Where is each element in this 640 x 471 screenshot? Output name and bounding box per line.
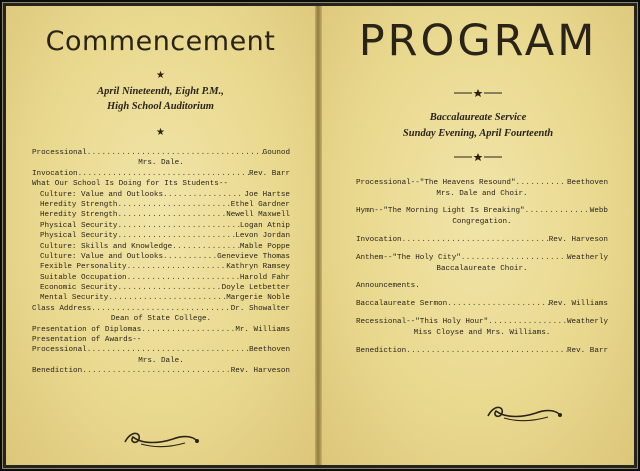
flourish-ornament bbox=[484, 402, 564, 424]
program-item-name: Harold Fahr bbox=[239, 273, 290, 282]
dot-leader bbox=[516, 178, 567, 189]
dot-leader bbox=[117, 221, 239, 231]
program-item-name: Beethoven bbox=[248, 346, 290, 355]
program-entry bbox=[356, 317, 608, 338]
program-item-label: Hymn--"The Morning Light Is Breaking" bbox=[356, 207, 525, 216]
program-row bbox=[32, 231, 290, 241]
program-row bbox=[356, 281, 608, 292]
commencement-heading: Commencement bbox=[45, 26, 276, 57]
program-item-label: Physical Security bbox=[40, 221, 118, 230]
program-row bbox=[32, 262, 290, 272]
dot-leader bbox=[525, 206, 590, 217]
dot-leader bbox=[447, 299, 549, 310]
dot-leader bbox=[402, 235, 549, 246]
program-item-name: Gounod bbox=[262, 149, 290, 157]
event-date: April Nineteenth, Eight P.M., bbox=[97, 86, 224, 97]
program-item-label: Presentation of Awards-- bbox=[32, 336, 142, 345]
program-item-name: Kathryn Ramsey bbox=[226, 263, 290, 272]
program-item-label: Invocation bbox=[32, 169, 78, 178]
program-item-name: Ethel Gardner bbox=[230, 200, 290, 209]
program-row bbox=[32, 293, 290, 303]
program-subtitle: Baccalaureate Choir. bbox=[436, 264, 528, 273]
program-item-label: Baccalaureate Sermon bbox=[356, 300, 448, 309]
program-subtitle: Mrs. Dale and Choir. bbox=[436, 190, 528, 198]
program-entry bbox=[356, 346, 608, 357]
program-item-label: Suitable Occupation bbox=[40, 273, 127, 282]
page-fold bbox=[315, 6, 322, 465]
program-entry bbox=[356, 178, 608, 199]
program-item-name: Logan Atnip bbox=[239, 221, 290, 230]
program-item-label: Benediction bbox=[32, 367, 83, 376]
program-item-name: Mr. Williams bbox=[235, 325, 290, 334]
program-item-name: Rev. Harveson bbox=[548, 235, 608, 244]
program-row bbox=[356, 206, 608, 217]
program-row bbox=[356, 235, 608, 246]
program-item-label: Announcements. bbox=[356, 282, 420, 291]
image-frame bbox=[2, 2, 638, 469]
program-subtitle: Dean of State College. bbox=[110, 315, 212, 324]
program-row bbox=[32, 169, 290, 179]
dot-leader bbox=[87, 345, 249, 355]
program-row bbox=[32, 345, 290, 355]
program-row bbox=[32, 148, 290, 158]
star-ornament: ★ bbox=[156, 70, 165, 81]
program-item-label: Mental Security bbox=[40, 294, 109, 303]
dot-leader bbox=[163, 252, 217, 262]
service-date: Sunday Evening, April Fourteenth bbox=[402, 128, 554, 139]
program-row bbox=[32, 200, 290, 210]
program-page bbox=[322, 6, 634, 465]
dot-leader bbox=[117, 283, 221, 293]
program-row bbox=[356, 299, 608, 310]
program-item-name: Rev. Barr bbox=[248, 169, 290, 178]
program-row bbox=[32, 179, 290, 189]
program-item-label: Processional bbox=[32, 346, 87, 355]
program-item-label: Culture: Value and Outlooks bbox=[40, 190, 164, 199]
dot-leader bbox=[117, 200, 230, 210]
program-row bbox=[356, 178, 608, 189]
dot-leader bbox=[108, 293, 226, 303]
program-row bbox=[32, 366, 290, 376]
event-venue: High School Auditorium bbox=[107, 101, 214, 112]
dot-leader bbox=[163, 190, 244, 200]
program-entry bbox=[356, 253, 608, 274]
dot-leader bbox=[91, 304, 231, 314]
program-subtitle: Mrs. Dale. bbox=[138, 356, 184, 365]
program-item-name: Doyle Letbetter bbox=[221, 284, 290, 293]
dot-leader bbox=[461, 253, 567, 264]
program-item-label: Heredity Strength bbox=[40, 211, 118, 220]
dot-leader bbox=[141, 325, 235, 335]
program-row bbox=[356, 253, 608, 264]
program-entry bbox=[356, 206, 608, 227]
program-subtitle: Congregation. bbox=[452, 218, 512, 227]
program-entry bbox=[356, 235, 608, 246]
commencement-page bbox=[6, 6, 315, 465]
program-item-name: Joe Hartse bbox=[244, 190, 290, 199]
dot-leader bbox=[117, 231, 235, 241]
program-item-name: Weatherly bbox=[566, 318, 608, 327]
program-row bbox=[32, 304, 290, 314]
baccalaureate-program-list bbox=[356, 178, 608, 364]
program-item-label: Fexible Personality bbox=[40, 263, 127, 272]
program-item-name: Rev. Williams bbox=[548, 300, 608, 309]
program-item-label: Invocation bbox=[356, 235, 402, 244]
program-item-name: Rev. Barr bbox=[566, 346, 608, 355]
program-item-label: Heredity Strength bbox=[40, 200, 118, 209]
program-row bbox=[32, 190, 290, 200]
program-row bbox=[32, 335, 290, 345]
program-item-name: Mable Poppe bbox=[239, 242, 290, 251]
star-ornament: ★ bbox=[156, 127, 165, 138]
service-title: Baccalaureate Service bbox=[429, 112, 527, 123]
program-item-label: Culture: Value and Outlooks bbox=[40, 252, 164, 261]
program-item-name: Levon Jordan bbox=[235, 232, 290, 241]
program-item-label: Processional bbox=[32, 149, 87, 157]
dot-leader bbox=[87, 148, 263, 158]
program-row bbox=[32, 325, 290, 335]
dot-leader bbox=[82, 366, 231, 376]
dot-leader bbox=[117, 210, 226, 220]
program-item-name: Webb bbox=[589, 207, 608, 216]
program-entry bbox=[356, 299, 608, 310]
program-item-label: Recessional--"This Holy Hour" bbox=[356, 318, 489, 327]
program-row bbox=[32, 252, 290, 262]
dot-leader bbox=[488, 317, 567, 328]
program-item-name: Genevieve Thomas bbox=[217, 252, 290, 261]
program-item-name: Margerie Noble bbox=[226, 294, 290, 303]
dot-leader bbox=[127, 262, 227, 272]
program-subtitle: Mrs. Dale. bbox=[138, 159, 184, 168]
flourish-ornament bbox=[121, 428, 201, 450]
program-heading: PROGRAM bbox=[358, 16, 598, 66]
dot-leader bbox=[406, 346, 567, 357]
program-item-label: Culture: Skills and Knowledge bbox=[40, 242, 173, 251]
program-row bbox=[32, 273, 290, 283]
program-row bbox=[356, 346, 608, 357]
program-row bbox=[32, 242, 290, 252]
program-item-label: Physical Security bbox=[40, 232, 118, 241]
program-item-label: Anthem--"The Holy City" bbox=[356, 253, 461, 262]
dot-leader bbox=[172, 242, 240, 252]
program-item-name: Newell Maxwell bbox=[226, 211, 290, 220]
program-item-label: What Our School Is Doing for Its Students-- bbox=[32, 180, 228, 189]
program-item-label: Benediction bbox=[356, 346, 407, 355]
program-item-label: Presentation of Diplomas bbox=[32, 325, 142, 334]
program-row bbox=[356, 317, 608, 328]
program-row bbox=[32, 221, 290, 231]
program-item-name: Beethoven bbox=[566, 179, 608, 187]
program-item-name: Dr. Showalter bbox=[230, 304, 290, 313]
program-row bbox=[32, 210, 290, 220]
program-item-label: Processional--"The Heavens Resound" bbox=[356, 179, 516, 187]
program-item-name: Weatherly bbox=[566, 253, 608, 262]
program-item-label: Class Address bbox=[32, 304, 92, 313]
program-item-label: Economic Security bbox=[40, 284, 118, 293]
program-item-name: Rev. Harveson bbox=[230, 367, 290, 376]
program-subtitle: Miss Cloyse and Mrs. Williams. bbox=[413, 329, 551, 338]
program-entry bbox=[356, 281, 608, 292]
divider-ornament bbox=[452, 152, 504, 162]
dot-leader bbox=[127, 273, 240, 283]
program-row bbox=[32, 283, 290, 293]
dot-leader bbox=[78, 169, 249, 179]
divider-ornament bbox=[452, 88, 504, 98]
commencement-program-list bbox=[32, 148, 290, 377]
